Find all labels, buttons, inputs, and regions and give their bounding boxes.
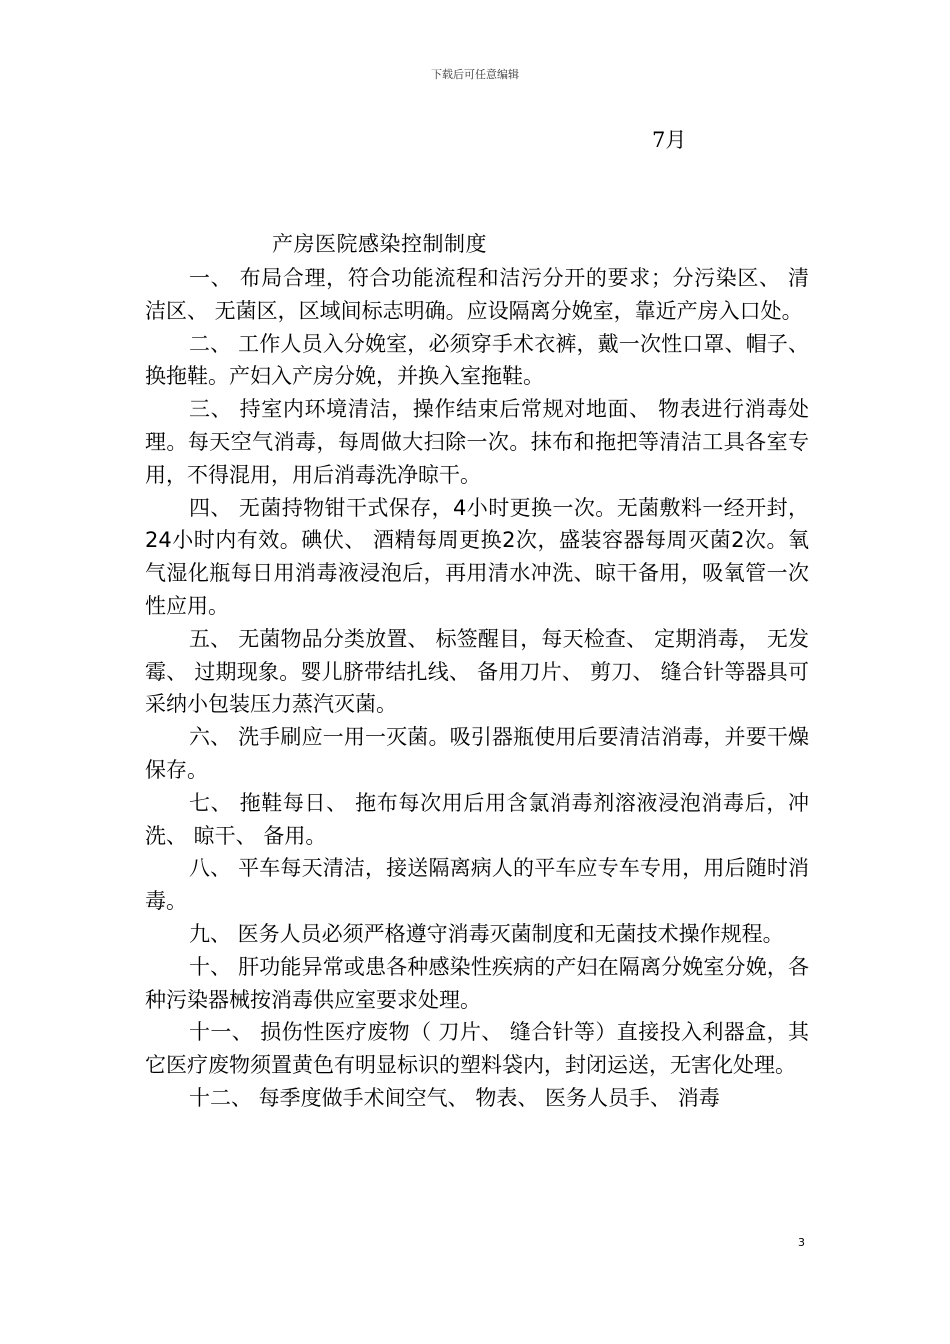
paragraph-4: 四、 无菌持物钳干式保存，4小时更换一次。无菌敷料一经开封， 24小时内有效。碘伏、 酒精每周更换2次，盛装容器每周灭菌2次。氧气湿化瓶每日用消毒液浸泡后，再用清水冲洗、晾干备用，吸氧管一次性应用。: [145, 495, 809, 618]
paragraph-12: 十二、 每季度做手术间空气、 物表、 医务人员手、 消毒: [189, 1085, 720, 1110]
document-title: 产房医院感染控制制度: [272, 232, 487, 256]
paragraph-1: 一、 布局合理，符合功能流程和洁污分开的要求；分污染区、 清洁区、 无菌区，区域间标志明确。应设隔离分娩室，靠近产房入口处。: [145, 266, 809, 323]
page-number: 3: [798, 1236, 805, 1249]
date-text: 7月: [652, 128, 687, 152]
header-note: 下载后可任意编辑: [431, 68, 519, 81]
document-body: [145, 262, 809, 1115]
paragraph-2: 二、 工作人员入分娩室，必须穿手术衣裤，戴一次性口罩、帽子、 换拖鞋。产妇入产房分娩，并换入室拖鞋。: [145, 331, 809, 389]
paragraph-7: 七、 拖鞋每日、 拖布每次用后用含氯消毒剂溶液浸泡消毒后，冲洗、 晾干、 备用。: [145, 790, 809, 848]
paragraph-5: 五、 无菌物品分类放置、 标签醒目，每天检查、 定期消毒， 无发霉、 过期现象。婴儿脐带结扎线、 备用刀片、 剪刀、 缝合针等器具可采纳小包装压力蒸汽灭菌。: [145, 626, 809, 717]
paragraph-3: 三、 持室内环境清洁，操作结束后常规对地面、 物表进行消毒处理。每天空气消毒，每周做大扫除一次。抹布和拖把等清洁工具各室专用，不得混用，用后消毒洗净晾干。: [145, 397, 809, 487]
paragraph-6: 六、 洗手刷应一用一灭菌。吸引器瓶使用后要清洁消毒，并要干燥保存。: [145, 725, 809, 782]
paragraph-9: 九、 医务人员必须严格遵守消毒灭菌制度和无菌技术操作规程。: [189, 921, 784, 946]
paragraph-8: 八、 平车每天清洁，接送隔离病人的平车应专车专用，用后随时消毒。: [145, 856, 809, 914]
paragraph-10: 十、 肝功能异常或患各种感染性疾病的产妇在隔离分娩室分娩，各种污染器械按消毒供应室要求处理。: [145, 954, 809, 1012]
paragraph-11: 十一、 损伤性医疗废物（ 刀片、 缝合针等）直接投入利器盒，其它医疗废物须置黄色有明显标识的塑料袋内，封闭运送，无害化处理。: [145, 1020, 809, 1078]
